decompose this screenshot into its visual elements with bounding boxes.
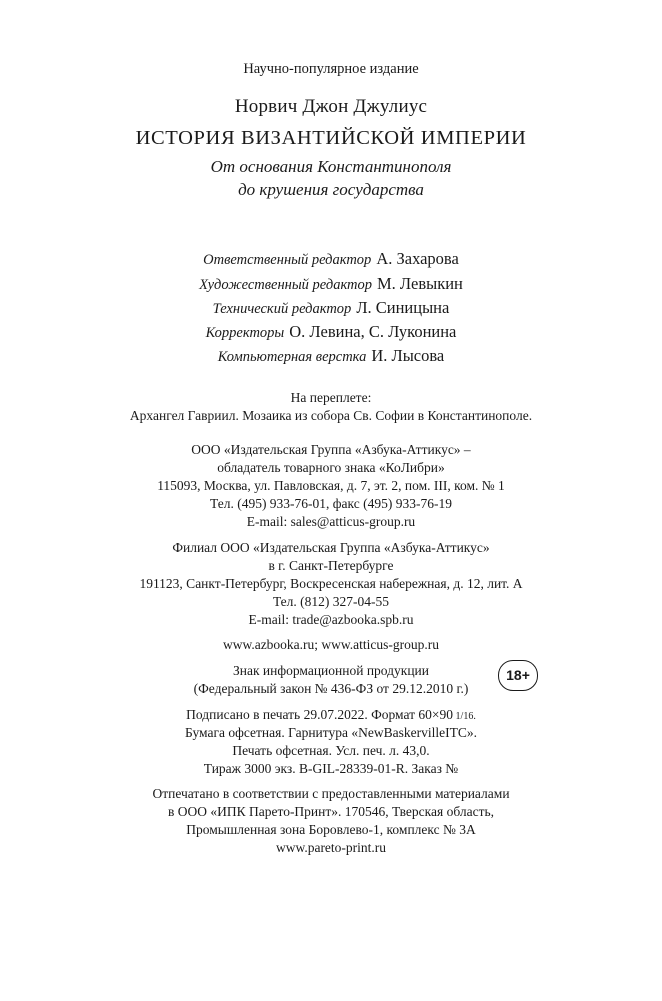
info-sign-law: (Федеральный закон № 436-ФЗ от 29.12.2010 г.) — [193, 681, 469, 696]
credit-name: О. Левина, С. Луконина — [289, 322, 457, 341]
cover-description: Архангел Гавриил. Мозаика из собора Св. Софии в Константинополе. — [129, 408, 533, 423]
cover-label: На переплете: — [290, 390, 372, 405]
info-sign-label: Знак информационной продукции — [232, 663, 430, 678]
branch-line: Филиал ООО «Издательская Группа «Азбука-Аттикус» — [172, 540, 490, 555]
credit-name: И. Лысова — [371, 346, 445, 365]
print-spec-run: Тираж 3000 экз. B-GIL-28339-01-R. Заказ № — [203, 761, 459, 776]
branch-phone: Тел. (812) 327-04-55 — [272, 594, 390, 609]
credit-name: Л. Синицына — [356, 298, 450, 317]
publisher-phone: Тел. (495) 933-76-01, факс (495) 933-76-19 — [209, 496, 452, 511]
credit-role: Корректоры — [205, 325, 285, 341]
credit-row — [0, 274, 662, 294]
printer-line: в ООО «ИПК Парето-Принт». 170546, Тверская область, — [167, 804, 495, 819]
print-spec-format — [0, 707, 662, 723]
publisher-address: 115093, Москва, ул. Павловская, д. 7, эт. 2, пом. III, ком. № 1 — [157, 478, 505, 493]
credit-name: М. Левыкин — [377, 274, 463, 293]
genre-label: Научно-популярное издание — [243, 61, 419, 77]
printer-website: www.pareto-print.ru — [275, 840, 387, 855]
age-rating-badge: 18+ — [498, 660, 538, 691]
credit-row — [0, 249, 662, 269]
subtitle-line-1: От основания Константинополя — [210, 157, 452, 176]
credit-row — [0, 298, 662, 318]
book-title: ИСТОРИЯ ВИЗАНТИЙСКОЙ ИМПЕРИИ — [135, 127, 527, 149]
branch-line: в г. Санкт-Петербурге — [268, 558, 394, 573]
credit-row — [0, 322, 662, 342]
print-spec-print: Печать офсетная. Усл. печ. л. 43,0. — [232, 743, 430, 758]
printer-line: Промышленная зона Боровлево-1, комплекс № 3А — [186, 822, 476, 837]
print-spec-paper: Бумага офсетная. Гарнитура «NewBaskervilleITC». — [185, 725, 477, 740]
subtitle-line-2: до крушения государства — [238, 180, 424, 199]
credit-role: Технический редактор — [212, 301, 352, 317]
websites: www.azbooka.ru; www.atticus-group.ru — [222, 637, 440, 652]
credit-name: А. Захарова — [376, 249, 459, 268]
author-name: Норвич Джон Джулиус — [234, 96, 428, 117]
branch-address: 191123, Санкт-Петербург, Воскресенская набережная, д. 12, лит. А — [139, 576, 523, 591]
credit-role: Ответственный редактор — [203, 252, 372, 268]
publisher-line: ООО «Издательская Группа «Азбука-Аттикус» – — [191, 442, 471, 457]
publisher-email: E-mail: sales@atticus-group.ru — [246, 514, 416, 529]
credit-role: Компьютерная верстка — [217, 349, 367, 365]
printer-line: Отпечатано в соответствии с предоставленными материалами — [152, 786, 510, 801]
branch-email: E-mail: trade@azbooka.spb.ru — [248, 612, 414, 627]
publisher-line: обладатель товарного знака «КоЛибри» — [217, 460, 445, 475]
credit-row — [0, 346, 662, 366]
credit-role: Художественный редактор — [199, 277, 373, 293]
print-spec-format-fraction: 1/16. — [453, 711, 476, 722]
print-spec-format-text: Подписано в печать 29.07.2022. Формат 60×90 — [186, 707, 454, 722]
